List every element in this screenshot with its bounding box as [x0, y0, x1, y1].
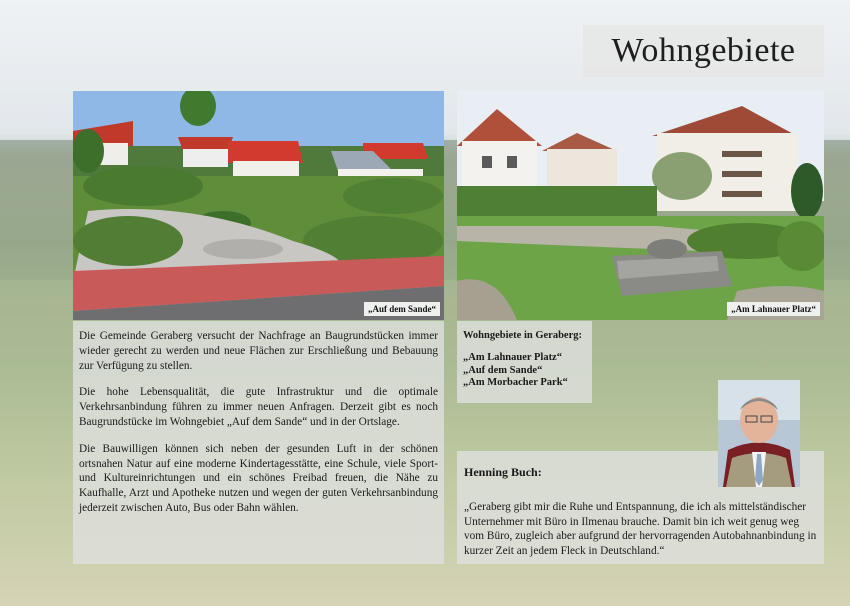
body-paragraph: Die Gemeinde Geraberg versucht der Nachfrage an Baugrundstücken immer wieder gerecht zu werden und neue Flächen zur Erschließung und Bebauung zur Verfügung zu stellen.: [79, 330, 438, 372]
photo-am-lahnauer-platz-illustration: [457, 91, 824, 320]
residential-areas-list: [463, 352, 586, 390]
photo-auf-dem-sande-illustration: [73, 91, 444, 320]
body-paragraph: Die Bauwilligen können sich neben der gesunden Luft in der schönen ortsnahen Natur auf eine moderne Kindertagesstätte, eine Schule, viele Sport- und Kultureinrichtungen und ein schönes Freibad freuen, die Nähe zu Kaufhalle, Arzt und Apotheke nutzen und wegen der guten Verkehrsanbindung jederzeit zwischen Auto, Bus oder Bahn wählen.: [79, 442, 438, 514]
title-box: [583, 25, 824, 77]
page-title: Wohngebiete: [611, 32, 796, 69]
portrait-illustration: [718, 380, 800, 487]
residential-areas-heading: Wohngebiete in Geraberg:: [463, 330, 582, 341]
photo-caption: „Am Lahnauer Platz“: [727, 302, 820, 316]
photo-auf-dem-sande: [73, 91, 444, 320]
photo-caption: „Auf dem Sande“: [364, 302, 440, 316]
portrait-photo: [718, 380, 800, 487]
list-item: „Auf dem Sande“: [463, 364, 543, 376]
photo-am-lahnauer-platz: [457, 91, 824, 320]
body-text-panel: [73, 321, 444, 564]
body-paragraph: Die hohe Lebensqualität, die gute Infrastruktur und die optimale Verkehrsanbindung führen zu immer neuen Anfragen. Derzeit gibt es noch Baugrundstücke im Wohngebiet „Auf dem Sande“ und in der Ortslage.: [79, 386, 438, 428]
list-item: „Am Morbacher Park“: [463, 377, 568, 388]
testimonial-text: „Geraberg gibt mir die Ruhe und Entspannung, die ich als mittelständischer Unternehmer mit Büro in Ilmenau brauche. Damit bin ich weit genug weg vom Büro, zugleich aber aufgrund der hervorragenden Autobahnanbindung in kurzer Zeit an jedem Fleck in Deutschland.“: [464, 501, 817, 558]
residential-areas-box: [457, 321, 592, 403]
testimonial-name: Henning Buch:: [464, 465, 542, 479]
list-item: „Am Lahnauer Platz“: [463, 352, 562, 363]
